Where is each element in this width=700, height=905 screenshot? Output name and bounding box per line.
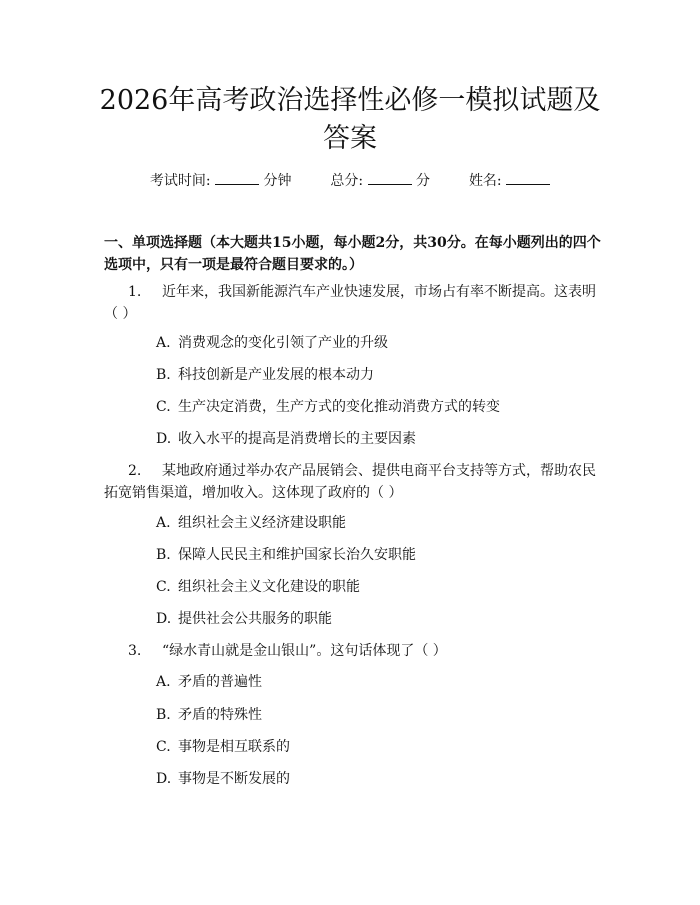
question-2-stem bbox=[104, 460, 606, 504]
question-3-option-c[interactable] bbox=[156, 737, 596, 757]
question-2-option-b[interactable] bbox=[156, 545, 596, 565]
option-letter: A. bbox=[156, 335, 171, 351]
option-text: 矛盾的特殊性 bbox=[178, 707, 262, 723]
option-letter: D. bbox=[156, 431, 172, 447]
option-letter: B. bbox=[156, 547, 171, 563]
section-heading: 一、单项选择题（本大题共15小题，每小题2分，共30分。在每小题列出的四个选项中，只有一项是最符合题目要求的。） bbox=[104, 235, 601, 273]
option-text: 组织社会主义文化建设的职能 bbox=[178, 579, 360, 595]
option-text: 科技创新是产业发展的根本动力 bbox=[178, 367, 374, 383]
question-number: 1. bbox=[128, 284, 142, 300]
question-2-option-a[interactable] bbox=[156, 513, 596, 533]
option-letter: C. bbox=[156, 739, 171, 755]
question-number: 3. bbox=[128, 643, 142, 659]
question-3-stem bbox=[104, 640, 606, 662]
question-1-option-b[interactable] bbox=[156, 365, 596, 385]
question-text: 近年来，我国新能源汽车产业快速发展，市场占有率不断提高。这表明（ ） bbox=[104, 284, 596, 322]
score-label: 总分: bbox=[330, 173, 364, 189]
option-text: 收入水平的提高是消费增长的主要因素 bbox=[178, 431, 416, 447]
option-text: 提供社会公共服务的职能 bbox=[178, 611, 332, 627]
question-3-option-b[interactable] bbox=[156, 705, 596, 725]
question-text: “绿水青山就是金山银山”。这句话体现了（ ） bbox=[162, 643, 447, 659]
question-2-option-c[interactable] bbox=[156, 577, 596, 597]
exam-meta bbox=[0, 171, 700, 191]
question-text: 某地政府通过举办农产品展销会、提供电商平台支持等方式，帮助农民拓宽销售渠道，增加收入。这体现了政府的（ ） bbox=[104, 463, 596, 501]
time-unit: 分钟 bbox=[263, 173, 292, 189]
option-letter: A. bbox=[156, 515, 171, 531]
option-text: 事物是不断发展的 bbox=[178, 771, 290, 787]
exam-title: 2026年高考政治选择性必修一模拟试题及答案 bbox=[99, 85, 601, 154]
option-letter: B. bbox=[156, 707, 171, 723]
question-3-option-d[interactable] bbox=[156, 769, 596, 789]
question-3-option-a[interactable] bbox=[156, 672, 596, 692]
time-label: 考试时间: bbox=[149, 173, 211, 189]
option-letter: D. bbox=[156, 611, 172, 627]
option-letter: B. bbox=[156, 367, 171, 383]
question-number: 2. bbox=[128, 463, 142, 479]
name-label: 姓名: bbox=[468, 173, 502, 189]
question-1-option-c[interactable] bbox=[156, 397, 596, 417]
option-letter: C. bbox=[156, 579, 171, 595]
option-text: 组织社会主义经济建设职能 bbox=[178, 515, 346, 531]
score-unit: 分 bbox=[416, 173, 431, 189]
question-1-stem bbox=[104, 281, 606, 325]
question-1-option-d[interactable] bbox=[156, 429, 596, 449]
option-letter: D. bbox=[156, 771, 172, 787]
option-letter: A. bbox=[156, 674, 171, 690]
name-blank[interactable] bbox=[506, 183, 550, 185]
option-text: 消费观念的变化引领了产业的升级 bbox=[178, 335, 388, 351]
question-2-option-d[interactable] bbox=[156, 609, 596, 629]
time-blank[interactable] bbox=[215, 183, 259, 185]
option-text: 生产决定消费，生产方式的变化推动消费方式的转变 bbox=[178, 399, 500, 415]
option-text: 矛盾的普遍性 bbox=[178, 674, 262, 690]
option-text: 保障人民民主和维护国家长治久安职能 bbox=[178, 547, 416, 563]
score-blank[interactable] bbox=[368, 183, 412, 185]
option-text: 事物是相互联系的 bbox=[178, 739, 290, 755]
option-letter: C. bbox=[156, 399, 171, 415]
question-1-option-a[interactable] bbox=[156, 333, 596, 353]
